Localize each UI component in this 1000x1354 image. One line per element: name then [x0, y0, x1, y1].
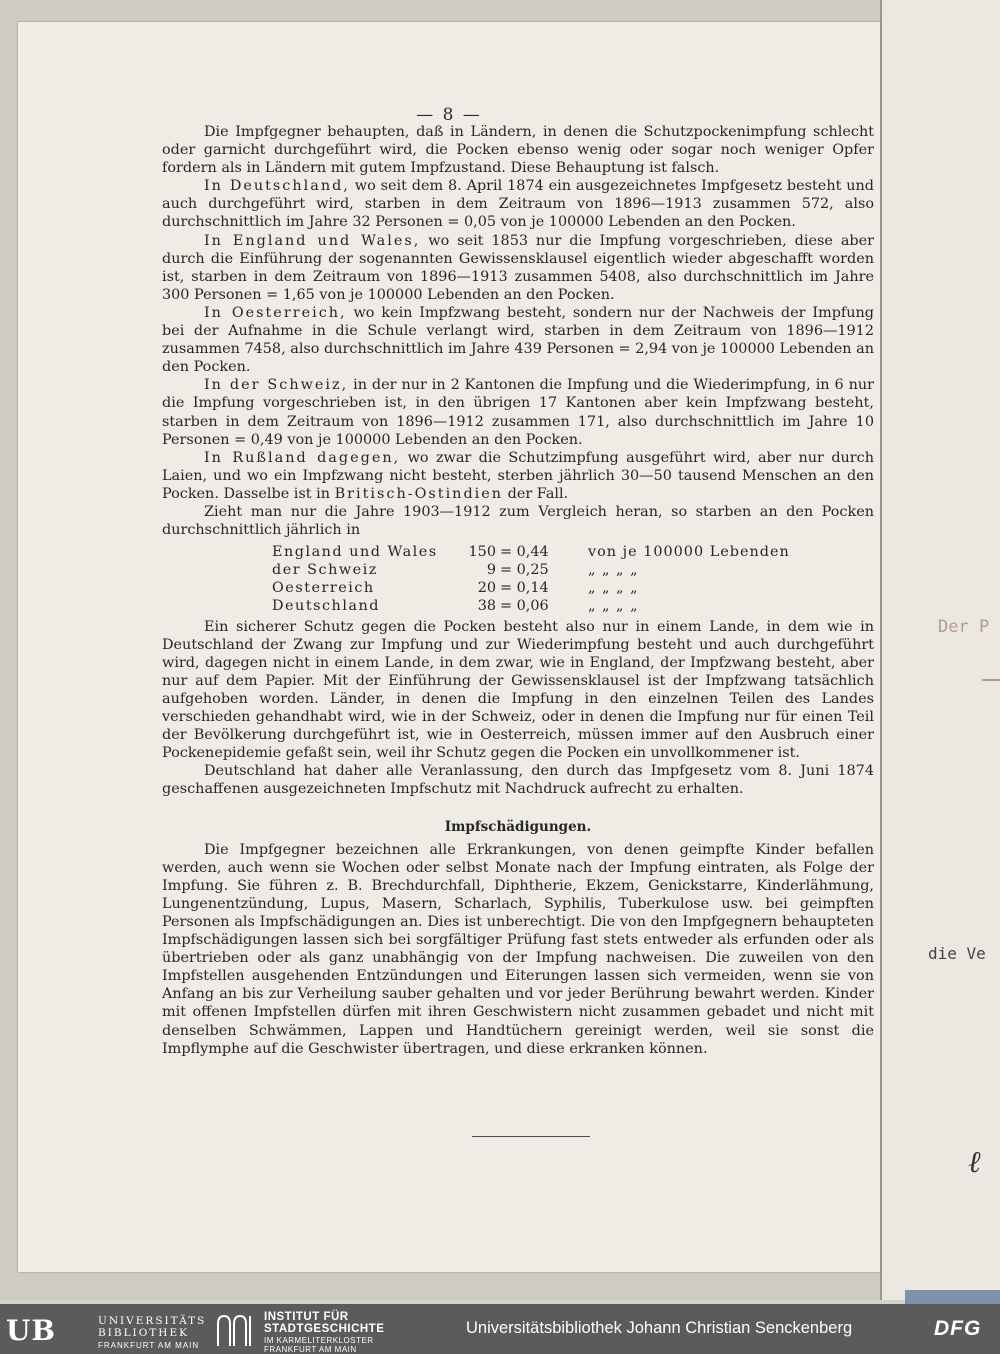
spaced-term: In der Schweiz,	[204, 377, 349, 394]
ub-mark: UB	[6, 1314, 57, 1347]
paragraph: In der Schweiz, in der nur in 2 Kantonen die Impfung und die Wiederimpfung, in 6 nur die Impfung vorgeschrieben ist, in den übrigen 17 Kantonen aber kein Impfzwang besteht, starben in dem Zeitraum von 1896—1912 zusammen 171, also durchschnittlich im Jahre 10 Personen = 0,49 von je 100000 Lebenden an den Pocken.	[162, 377, 874, 448]
comparison-table	[272, 543, 790, 615]
table-cell-deaths: 9	[486, 562, 496, 579]
footer-bar	[0, 1304, 1000, 1354]
table-cell-deaths: 150	[468, 544, 496, 561]
page-number: — 8 —	[416, 105, 482, 125]
section-heading: Impfschädigungen.	[444, 819, 592, 836]
table-cell-country: der Schweiz	[272, 562, 378, 579]
table-cell-deaths: 38	[477, 598, 496, 615]
table-cell-tail: „ „ „ „	[588, 598, 639, 615]
table-cell-deaths: 20	[477, 580, 496, 597]
spaced-term: In Deutschland,	[204, 178, 350, 195]
table-row	[272, 561, 790, 579]
folder-edge	[905, 1290, 1000, 1304]
paragraph: Deutschland hat daher alle Veranlassung, den durch das Impfgesetz vom 8. Juni 1874 geschaffenen ausgezeichneten Impfschutz mit Nachdruck aufrecht zu erhalten.	[162, 763, 874, 798]
paragraph: In Deutschland, wo seit dem 8. April 1874 ein ausgezeichnetes Impfgesetz besteht und auch durchgeführt wird, starben in dem Zeitraum von 1896—1913 zusammen 572, also durchschnittlich im Jahre 32 Personen = 0,05 von je 100000 Lebenden an den Pocken.	[162, 178, 874, 231]
table-cell-rate: = 0,44	[500, 544, 549, 561]
paragraph: In Oesterreich, wo kein Impfzwang besteht, sondern nur der Nachweis der Impfung bei der Aufnahme in die Schule verlangt wird, starben in dem Zeitraum von 1896—1912 zusammen 7458, also durchschnittlich im Jahre 439 Personen = 2,94 von je 100000 Lebenden an den Pocken.	[162, 304, 875, 376]
ub-logo[interactable]	[6, 1314, 96, 1346]
table-row	[272, 543, 790, 561]
table-cell-rate: = 0,25	[500, 562, 549, 579]
institute-logo[interactable]	[214, 1312, 254, 1348]
dfg-logo[interactable]: DFG	[934, 1317, 982, 1340]
table-cell-country: Oesterreich	[272, 580, 375, 597]
table-cell-tail: „ „ „ „	[588, 562, 639, 579]
paragraph: Die Impfgegner behaupten, daß in Ländern, in denen die Schutzpockenimpfung schlecht oder garnicht durchgeführt wird, die Pocken ebenso wenig oder sogar noch weniger Opfer fordern als in Ländern mit gutem Impfzustand. Diese Behauptung ist falsch.	[162, 124, 874, 177]
end-rule	[472, 1136, 590, 1137]
paragraph: In Rußland dagegen, wo zwar die Schutzimpfung ausgeführt wird, aber nur durch Laien, und wo ein Impfzwang nicht besteht, sterben jährlich 30—50 tausend Menschen an den Pocken. Dasselbe ist in Britisch-Ostindien der Fall.	[162, 449, 875, 502]
spaced-term: In Oesterreich,	[204, 304, 347, 321]
library-name[interactable]: Universitätsbibliothek Johann Christian Senckenberg	[466, 1319, 853, 1337]
spaced-term: In England und Wales,	[204, 232, 421, 249]
ub-name: UNIVERSITÄTS BIBLIOTHEK	[98, 1315, 207, 1339]
underlying-sheet	[880, 0, 1000, 1300]
paragraph: Zieht man nur die Jahre 1903—1912 zum Vergleich heran, so starben an den Pocken durchschnittlich jährlich in	[162, 503, 874, 539]
table-cell-country: England und Wales	[272, 544, 438, 561]
table-cell-rate: = 0,14	[500, 580, 549, 597]
spaced-term: Britisch-Ostindien	[334, 485, 504, 502]
table-cell-country: Deutschland	[272, 598, 380, 615]
spaced-term: In Rußland dagegen,	[204, 449, 401, 466]
handwritten-mark: ℓ	[968, 1145, 981, 1180]
paragraph: In England und Wales, wo seit 1853 nur die Impfung vorgeschrieben, diese aber durch die Einführung der sogenannten Gewissensklausel eigentlich wieder abgeschafft worden ist, starben in dem Zeitraum von 1896—1913 zusammen 5408, also durchschnittlich im Jahre 300 Personen = 1,65 von je 100000 Lebenden an den Pocken.	[162, 232, 875, 303]
table-row	[272, 579, 790, 597]
ub-city: FRANKFURT AM MAIN	[98, 1341, 200, 1350]
table-cell-tail: von je 100000 Lebenden	[588, 544, 790, 561]
underlying-sheet-text: Der P	[938, 617, 990, 637]
table-cell-tail: „ „ „ „	[588, 580, 639, 597]
institute-subtitle: IM KARMELITERKLOSTER FRANKFURT AM MAIN	[264, 1336, 374, 1354]
institute-name: INSTITUT FÜR STADTGESCHICHTE	[264, 1311, 385, 1335]
underlying-sheet-rule	[982, 679, 1000, 681]
table-row	[272, 597, 790, 615]
paragraph: Ein sicherer Schutz gegen die Pocken besteht also nur in einem Lande, in dem wie in Deutschland der Zwang zur Impfung und zur Wiederimpfung besteht und auch durchgeführt wird, dagegen nicht in einem Lande, in dem zwar, wie in England, der Impfzwang besteht, aber nur auf dem Papier. Mit der Einführung der Gewissensklausel ist der Impfzwang tatsächlich aufgehoben worden. Länder, in denen die Impfung in den einzelnen Teilen des Landes verschieden gehandhabt wird, wie in der Schweiz, oder in denen die Impfung nur für einen Teil der Bevölkerung durchgeführt ist, wie in Oesterreich, müssen immer auf den Ausbruch einer Pockenepidemie gefaßt sein, weil ihr Schutz gegen die Pocken ein unvollkommener ist.	[162, 618, 874, 762]
page-body	[162, 123, 874, 1058]
underlying-sheet-text: die Ve	[928, 944, 986, 963]
table-cell-rate: = 0,06	[500, 598, 549, 615]
paragraph: Die Impfgegner bezeichnen alle Erkrankungen, von denen geimpfte Kinder befallen werden, auch wenn sie Wochen oder selbst Monate nach der Impfung eintraten, als Folge der Impfung. Sie führen z. B. Brechdurchfall, Diphtherie, Ekzem, Genickstarre, Kinderlähmung, Lungenentzündung, Lupus, Masern, Scharlach, Syphilis, Tuberkulose usw. bei geimpften Personen als Impfschädigungen an. Dies ist unberechtigt. Die von den Impfgegnern behaupteten Impfschädigungen lassen sich bei sorgfältiger Prüfung fast stets entweder als erfunden oder als übertrieben oder als ganz unabhängig von der Impfung nachweisen. Die zuweilen von den Impfstellen ausgehenden Entzündungen und Eiterungen lassen sich vermeiden, wenn sie von Anfang an bis zur Verheilung sauber gehalten und vor jeder Berührung bewahrt werden. Kinder mit offenen Impfstellen dürfen mit ihren Geschwistern nicht zusammen gebadet und nicht mit denselben Schwämmen, Lappen und Handtüchern gereinigt werden, weil sie sonst die Impflymphe auf die Geschwister übertragen, und diese erkranken können.	[162, 841, 874, 1057]
